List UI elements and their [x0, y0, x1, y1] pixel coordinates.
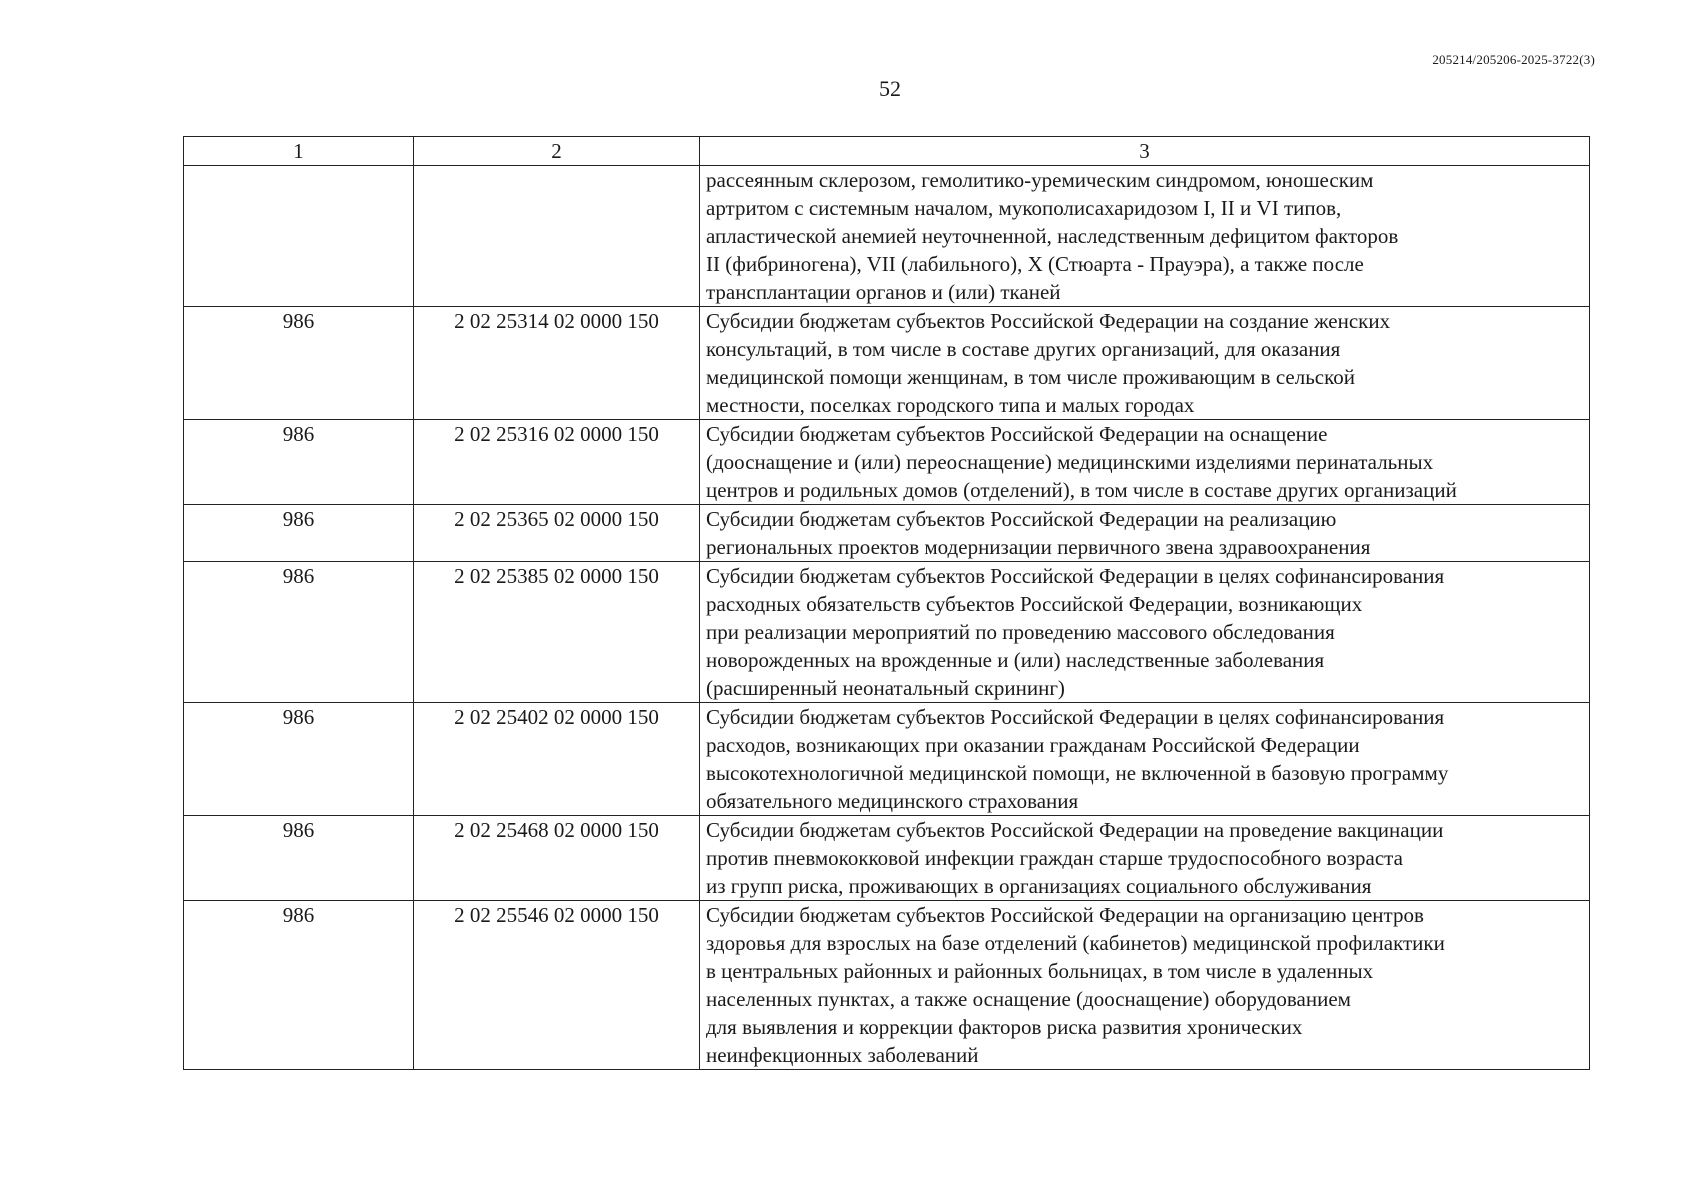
- description-line: Субсидии бюджетам субъектов Российской Федерации на проведение вакцинации: [706, 818, 1444, 842]
- budget-code-cell: 2 02 25468 02 0000 150: [414, 816, 700, 901]
- description-line: (расширенный неонатальный скрининг): [706, 676, 1065, 700]
- description-line: обязательного медицинского страхования: [706, 789, 1079, 813]
- description-line: региональных проектов модернизации первичного звена здравоохранения: [706, 535, 1371, 559]
- table-header-row: [184, 137, 1590, 166]
- description-line: Субсидии бюджетам субъектов Российской Федерации на организацию центров: [706, 903, 1424, 927]
- column-header-1: 1: [184, 137, 414, 166]
- description-line: консультаций, в том числе в составе других организаций, для оказания: [706, 337, 1341, 361]
- budget-code-cell: 2 02 25402 02 0000 150: [414, 703, 700, 816]
- description-line: II (фибриногена), VII (лабильного), X (Стюарта - Прауэра), а также после: [706, 252, 1364, 276]
- description-cell: [700, 307, 1590, 420]
- description-line: центров и родильных домов (отделений), в том числе в составе других организаций: [706, 478, 1457, 502]
- description-line: новорожденных на врожденные и (или) наследственные заболевания: [706, 648, 1325, 672]
- description-cell: [700, 901, 1590, 1070]
- table-body: [184, 166, 1590, 1070]
- description-line: из групп риска, проживающих в организациях социального обслуживания: [706, 874, 1372, 898]
- budget-code-cell: 2 02 25314 02 0000 150: [414, 307, 700, 420]
- description-line: Субсидии бюджетам субъектов Российской Федерации на создание женских: [706, 309, 1391, 333]
- description-line: расходных обязательств субъектов Российской Федерации, возникающих: [706, 592, 1363, 616]
- description-line: Субсидии бюджетам субъектов Российской Федерации на реализацию: [706, 507, 1337, 531]
- description-line: рассеянным склерозом, гемолитико-уремическим синдромом, юношеским: [706, 168, 1374, 192]
- description-line: здоровья для взрослых на базе отделений (кабинетов) медицинской профилактики: [706, 931, 1445, 955]
- column-header-2: 2: [414, 137, 700, 166]
- page-number: 52: [879, 76, 901, 101]
- description-line: населенных пунктах, а также оснащение (дооснащение) оборудованием: [706, 987, 1351, 1011]
- budget-code-cell: 2 02 25385 02 0000 150: [414, 562, 700, 703]
- description-line: неинфекционных заболеваний: [706, 1043, 979, 1067]
- admin-code-cell: 986: [184, 816, 414, 901]
- description-line: апластической анемией неуточненной, наследственным дефицитом факторов: [706, 224, 1399, 248]
- description-line: артритом с системным началом, мукополисахаридозом I, II и VI типов,: [706, 196, 1342, 220]
- budget-code-cell: 2 02 25546 02 0000 150: [414, 901, 700, 1070]
- description-line: Субсидии бюджетам субъектов Российской Федерации в целях софинансирования: [706, 705, 1445, 729]
- budget-table: [183, 136, 1590, 1070]
- table-row: [184, 166, 1590, 307]
- budget-code-cell: 2 02 25365 02 0000 150: [414, 505, 700, 562]
- description-line: (дооснащение и (или) переоснащение) медицинскими изделиями перинатальных: [706, 450, 1434, 474]
- description-line: в центральных районных и районных больницах, в том числе в удаленных: [706, 959, 1374, 983]
- table-row: [184, 562, 1590, 703]
- description-cell: [700, 166, 1590, 307]
- description-cell: [700, 505, 1590, 562]
- admin-code-cell: 986: [184, 505, 414, 562]
- admin-code-cell: [184, 166, 414, 307]
- table-row: [184, 307, 1590, 420]
- description-line: против пневмококковой инфекции граждан старше трудоспособного возраста: [706, 846, 1403, 870]
- budget-code-cell: [414, 166, 700, 307]
- table-row: [184, 901, 1590, 1070]
- description-cell: [700, 816, 1590, 901]
- description-line: местности, поселках городского типа и малых городах: [706, 393, 1195, 417]
- admin-code-cell: 986: [184, 307, 414, 420]
- column-header-3: 3: [700, 137, 1590, 166]
- description-line: трансплантации органов и (или) тканей: [706, 280, 1061, 304]
- document-id: 205214/205206-2025-3722(3): [1432, 52, 1595, 67]
- admin-code-cell: 986: [184, 420, 414, 505]
- description-cell: [700, 420, 1590, 505]
- table-row: [184, 816, 1590, 901]
- description-line: Субсидии бюджетам субъектов Российской Федерации на оснащение: [706, 422, 1328, 446]
- admin-code-cell: 986: [184, 562, 414, 703]
- budget-code-cell: 2 02 25316 02 0000 150: [414, 420, 700, 505]
- description-line: расходов, возникающих при оказании гражданам Российской Федерации: [706, 733, 1360, 757]
- description-line: медицинской помощи женщинам, в том числе проживающим в сельской: [706, 365, 1356, 389]
- table-row: [184, 703, 1590, 816]
- description-line: для выявления и коррекции факторов риска развития хронических: [706, 1015, 1303, 1039]
- description-cell: [700, 703, 1590, 816]
- admin-code-cell: 986: [184, 901, 414, 1070]
- table-row: [184, 420, 1590, 505]
- description-line: высокотехнологичной медицинской помощи, не включенной в базовую программу: [706, 761, 1449, 785]
- description-line: Субсидии бюджетам субъектов Российской Федерации в целях софинансирования: [706, 564, 1445, 588]
- table-row: [184, 505, 1590, 562]
- description-cell: [700, 562, 1590, 703]
- admin-code-cell: 986: [184, 703, 414, 816]
- description-line: при реализации мероприятий по проведению массового обследования: [706, 620, 1335, 644]
